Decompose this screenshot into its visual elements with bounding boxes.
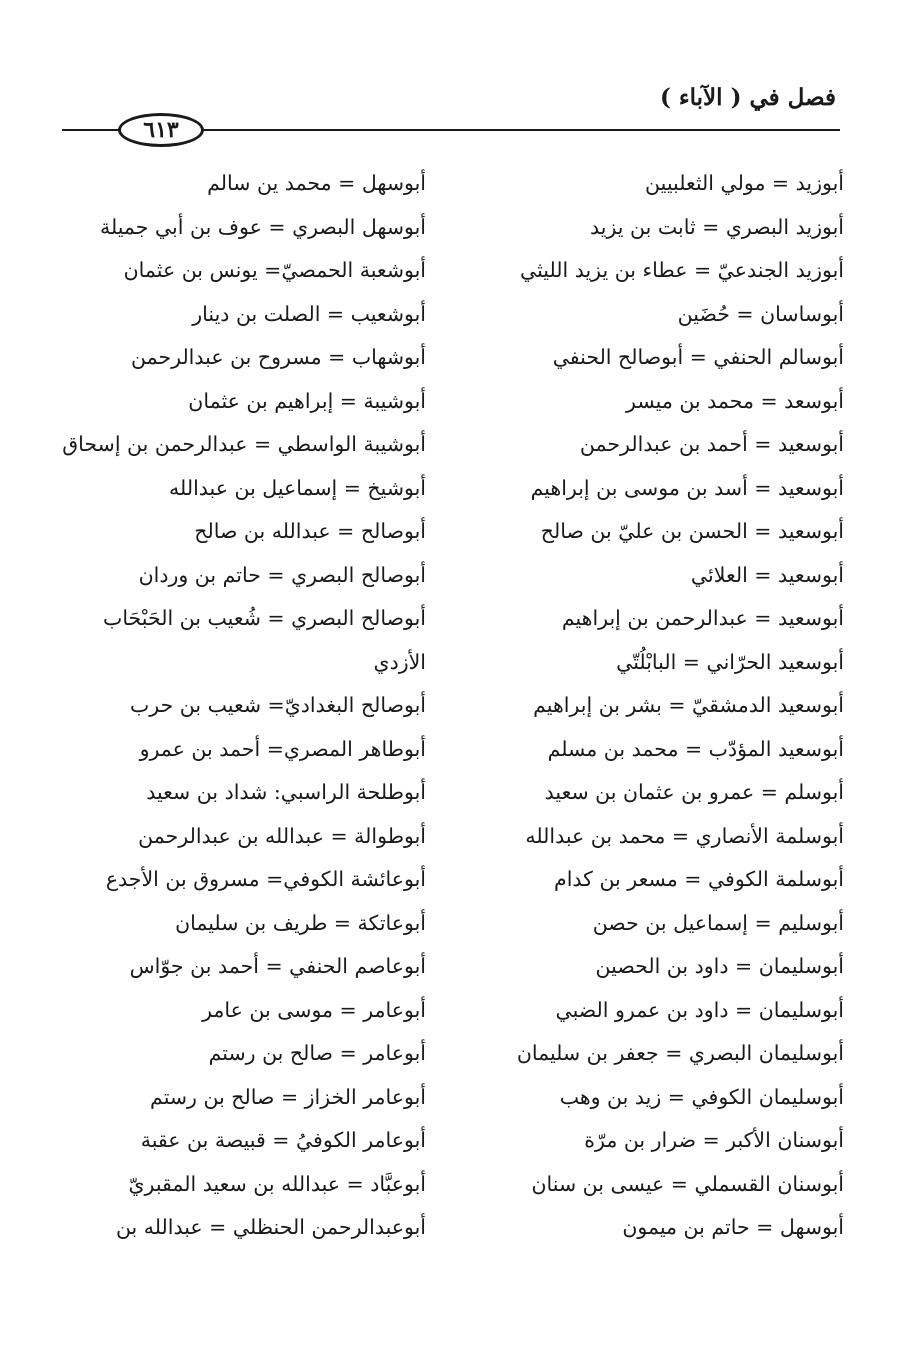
- name-entry: أبوسعيد = عبدالرحمن بن إبراهيم: [561, 606, 844, 630]
- chapter-title: فصل في ( الآباء ): [659, 84, 836, 111]
- name-entry: أبوسلمة الأنصاري = محمد بن عبدالله: [525, 823, 844, 848]
- name-entry: أبوسليمان = داود بن الحصين: [595, 954, 844, 978]
- name-entry: أبوصالح البغداديّ= شعيب بن حرب: [130, 693, 426, 717]
- name-entry: أبوسعيد = أحمد بن عبدالرحمن: [579, 432, 844, 456]
- name-entry: أبوسنان القسملي = عيسى بن سنان: [531, 1171, 844, 1196]
- right-column: [464, 162, 844, 1250]
- name-entry: أبوطوالة = عبدالله بن عبدالرحمن: [138, 823, 426, 848]
- name-entry: أبوعامر = موسى بن عامر: [202, 997, 426, 1022]
- name-entry: أبوعبدالرحمن الحنظلي = عبدالله بن: [115, 1215, 426, 1239]
- name-entry: الأزدي: [373, 649, 426, 674]
- name-entry: أبوشيبة الواسطي = عبدالرحمن بن إسحاق: [62, 432, 426, 456]
- left-column: [62, 162, 426, 1250]
- name-entry: أبوطلحة الراسبي: شداد بن سعيد: [146, 780, 426, 804]
- name-entry: أبوعامر = صالح بن رستم: [208, 1041, 426, 1065]
- name-entry: أبوشهاب = مسروح بن عبدالرحمن: [131, 345, 426, 369]
- name-entry: أبوشعيب = الصلت بن دينار: [192, 301, 426, 326]
- name-entry: أبوزيد الجندعيّ = عطاء بن يزيد الليثي: [520, 258, 844, 282]
- name-entry: أبوسالم الحنفي = أبوصالح الحنفي: [552, 345, 844, 369]
- name-entry: أبوساسان = حُضَين: [677, 301, 844, 326]
- name-entry: أبوزيد = مولي الثعلبيين: [645, 171, 844, 195]
- page-number-badge: [118, 113, 204, 147]
- name-entry: أبوعائشة الكوفي= مسروق بن الأجدع: [105, 867, 426, 891]
- name-entry: أبوسعيد = العلائي: [690, 562, 844, 587]
- page-number: ٦١٣: [143, 117, 179, 143]
- name-entry: أبوطاهر المصري= أحمد بن عمرو: [139, 736, 426, 761]
- name-entry: أبوسعيد = الحسن بن عليّ بن صالح: [540, 519, 844, 543]
- name-entry: أبوسعد = محمد بن ميسر: [626, 388, 844, 413]
- name-entry: أبوسلم = عمرو بن عثمان بن سعيد: [544, 780, 844, 804]
- name-entry: أبوسهل = محمد ين سالم: [207, 171, 426, 195]
- name-entry: أبوسلمة الكوفي = مسعر بن كدام: [554, 867, 844, 891]
- name-entry: أبوسهل = حاتم بن ميمون: [622, 1215, 844, 1239]
- name-entry: أبوعامر الكوفيُ = قبيصة بن عقبة: [140, 1128, 426, 1152]
- name-entry: أبوسعيد الدمشقيّ = بشر بن إبراهيم: [533, 693, 844, 717]
- name-entry: أبوسليمان البصري = جعفر بن سليمان: [516, 1041, 844, 1065]
- name-entry: أبوزيد البصري = ثابت بن يزيد: [590, 214, 844, 239]
- name-entry: أبوسعيد المؤدّب = محمد بن مسلم: [547, 736, 844, 761]
- name-entry: أبوسليمان الكوفي = زيد بن وهب: [559, 1084, 844, 1109]
- name-entry: أبوعاتكة = طريف بن سليمان: [175, 910, 426, 935]
- name-entry: أبوعامر الخزاز = صالح بن رستم: [150, 1084, 426, 1109]
- name-entry: أبوشعبة الحمصيّ= يونس بن عثمان: [123, 258, 426, 282]
- name-entry: أبوصالح البصري = حاتم بن وردان: [138, 562, 426, 587]
- name-entry: أبوسليم = إسماعيل بن حصن: [592, 910, 844, 935]
- name-entry: أبوسعيد = أسد بن موسى بن إبراهيم: [530, 475, 844, 500]
- name-entry: أبوصالح البصري = شُعيب بن الحَبْحَاب: [103, 606, 426, 630]
- name-entry: أبوسعيد الحرّاني = البابْلُتّي: [616, 649, 844, 674]
- name-entry: أبوشيخ = إسماعيل بن عبدالله: [169, 475, 426, 500]
- name-entry: أبوعبَّاد = عبدالله بن سعيد المقبريّ: [128, 1171, 426, 1196]
- name-entry: أبوعاصم الحنفي = أحمد بن جوّاس: [129, 954, 426, 978]
- name-entry: أبوصالح = عبدالله بن صالح: [194, 519, 426, 543]
- name-entry: أبوسنان الأكبر = ضرار بن مرّة: [584, 1128, 844, 1152]
- name-entry: أبوشيبة = إبراهيم بن عثمان: [188, 388, 426, 413]
- name-entry: أبوسهل البصري = عوف بن أبي جميلة: [99, 214, 426, 239]
- name-entry: أبوسليمان = داود بن عمرو الضبي: [555, 997, 844, 1022]
